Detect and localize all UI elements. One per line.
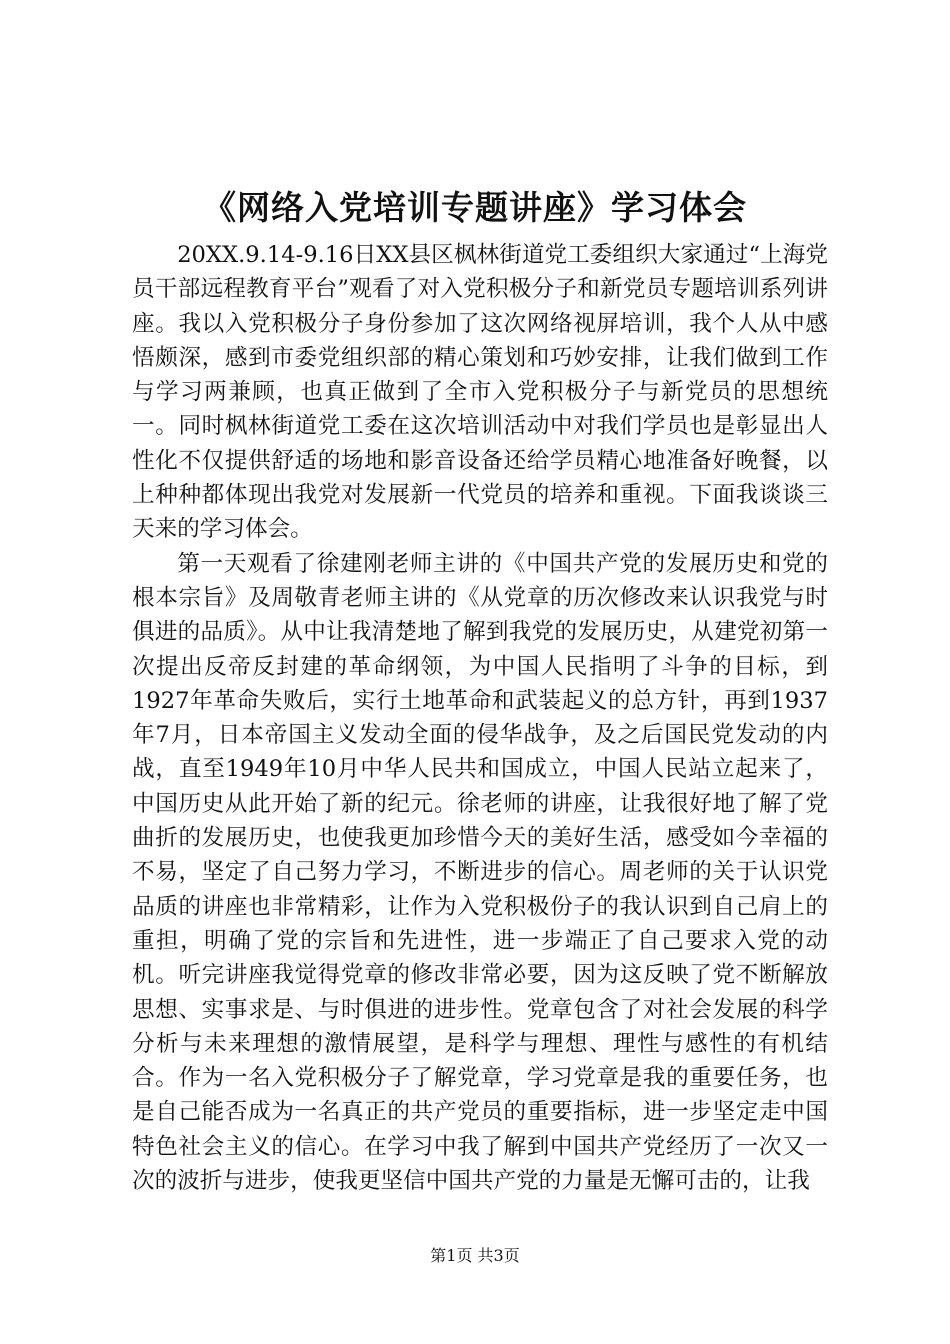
document-title: 《网络入党培训专题讲座》学习体会 [203, 188, 747, 227]
page-number-footer: 第1页 共3页 [430, 1246, 520, 1265]
paragraph-day-one: 第一天观看了徐建刚老师主讲的《中国共产党的发展历史和党的根本宗旨》及周敬青老师主讲的《从党章的历次修改来认识我党与时俱进的品质》。从中让我清楚地了解到我党的发展历史，从建党初第一次提出反帝反封建的革命纲领，为中国人民指明了斗争的目标，到1927年革命失败后，实行土地革命和武装起义的总方针，再到1937年7月，日本帝国主义发动全面的侵华战争，及之后国民党发动的内战，直至1949年10月中华人民共和国成立，中国人民站立起来了，中国历史从此开始了新的纪元。徐老师的讲座，让我很好地了解了党曲折的发展历史，也使我更加珍惜今天的美好生活，感受如今幸福的不易，坚定了自己努力学习，不断进步的信心。周老师的关于认识党品质的讲座也非常精彩，让作为入党积极份子的我认识到自己肩上的重担，明确了党的宗旨和先进性，进一步端正了自己要求入党的动机。听完讲座我觉得党章的修改非常必要，因为这反映了党不断解放思想、实事求是、与时俱进的进步性。党章包含了对社会发展的科学分析与未来理想的激情展望，是科学与理想、理性与感性的有机结合。作为一名入党积极分子了解党章，学习党章是我的重要任务，也是自己能否成为一名真正的共产党员的重要指标，进一步坚定走中国特色社会主义的信心。在学习中我了解到中国共产党经历了一次又一次的波折与进步，使我更坚信中国共产党的力量是无懈可击的，让我 [132, 550, 828, 1195]
document-body [132, 238, 828, 1198]
paragraph-intro: 20XX.9.14-9.16日XX县区枫林街道党工委组织大家通过“上海党员干部远程教育平台”观看了对入党积极分子和新党员专题培训系列讲座。我以入党积极分子身份参加了这次网络视屏培训，我个人从中感悟颇深，感到市委党组织部的精心策划和巧妙安排，让我们做到工作与学习两兼顾，也真正做到了全市入党积极分子与新党员的思想统一。同时枫林街道党工委在这次培训活动中对我们学员也是彰显出人性化不仅提供舒适的场地和影音设备还给学员精心地准备好晚餐，以上种种都体现出我党对发展新一代党员的培养和重视。下面我谈谈三天来的学习体会。 [132, 242, 828, 543]
